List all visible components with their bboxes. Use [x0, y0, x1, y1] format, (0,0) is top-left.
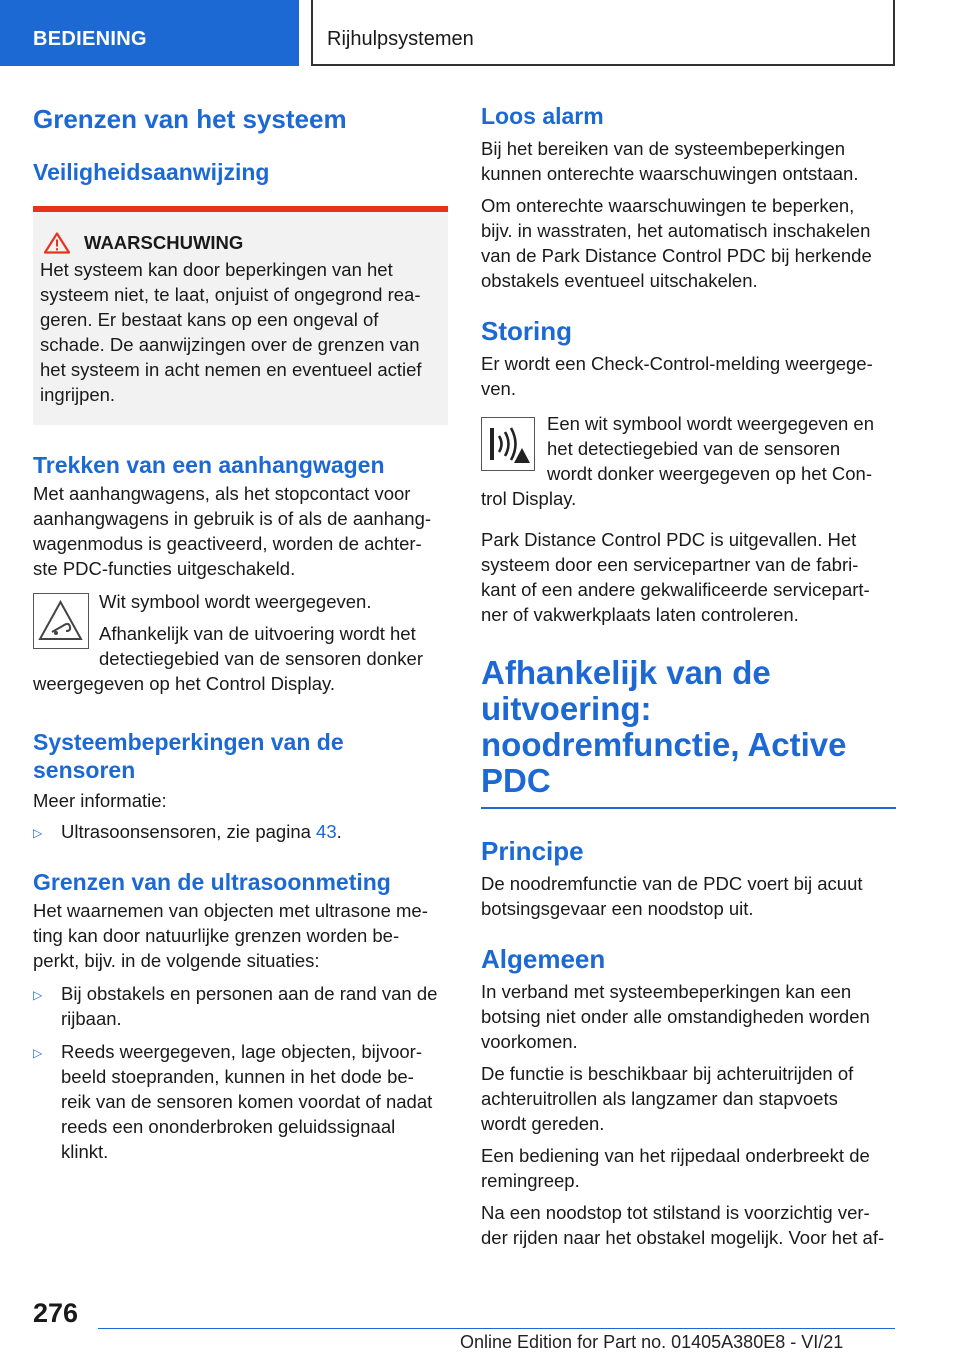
text-line: wagenmodus is geactiveerd, worden de achter-: [33, 533, 422, 554]
text-line: wordt gereden.: [481, 1113, 605, 1134]
heading-line: Systeembeperkingen van de: [33, 729, 344, 755]
text-line: beeld stoepranden, kunnen in het dode be-: [61, 1066, 414, 1087]
edition-note: Online Edition for Part no. 01405A380E8 - VI/21: [460, 1332, 844, 1352]
general-p2: [481, 1061, 896, 1136]
warning-line: geren. Er bestaat kans op een ongeval of: [40, 309, 379, 330]
text-line: In verband met systeembeperkingen kan een: [481, 981, 852, 1002]
text-line: De functie is beschikbaar bij achteruitrijden of: [481, 1063, 854, 1084]
warning-triangle-icon: [44, 232, 70, 254]
text-line: wordt donker weergegeven op het Con-: [547, 463, 872, 484]
malfunction-p1: [481, 351, 896, 401]
bullet-triangle-icon: ▷: [33, 1046, 43, 1060]
text-line: De noodremfunctie van de PDC voert bij acuut: [481, 873, 863, 894]
trailer-symbol: [33, 593, 89, 649]
title-line: PDC: [481, 762, 551, 799]
text-line: Een wit symbool wordt weergegeven en: [547, 413, 875, 434]
warning-text: [40, 257, 440, 407]
pdc-symbol-block: [481, 411, 896, 511]
warning-line: het systeem in acht nemen en eventueel actief: [40, 359, 422, 380]
text-line: aanhangwagens in gebruik is of als de aanhang-: [33, 508, 432, 529]
right-column: [481, 100, 896, 1250]
subsection-title-safety: Veiligheidsaanwijzing: [33, 159, 270, 185]
text-line: kunnen onterechte waarschuwingen ontstaan.: [481, 163, 859, 184]
pdc-symbol-tail: trol Display.: [481, 488, 577, 509]
bullet-text: Ultrasoonsensoren, zie pagina: [61, 821, 317, 842]
text-line: botsing niet onder alle omstandigheden worden: [481, 1006, 870, 1027]
text-line: Het waarnemen van objecten met ultrasone me-: [33, 900, 428, 921]
heading-line: sensoren: [33, 757, 136, 783]
list-item: [33, 1039, 448, 1164]
text-line: Om onterechte waarschuwingen te beperken,: [481, 195, 855, 216]
section-title: Grenzen van het systeem: [33, 104, 347, 134]
text-line: reik van de sensoren komen voordat of nadat: [61, 1091, 433, 1112]
text-line: Een bediening van het rijpedaal onderbreekt de: [481, 1145, 870, 1166]
text-line: ner of vakwerkplaats laten controleren.: [481, 604, 799, 625]
chapter-tab[interactable]: BEDIENING: [0, 0, 299, 66]
title-line: uitvoering:: [481, 690, 652, 727]
page-number: 276: [33, 1298, 79, 1328]
trailer-heading: Trekken van een aanhangwagen: [33, 452, 385, 478]
left-column: [33, 100, 448, 1164]
warning-header: [40, 232, 440, 254]
text-line: der rijden naar het obstakel mogelijk. Voor het af-: [481, 1227, 885, 1248]
title-line: noodremfunctie, Active: [481, 726, 847, 763]
warning-line: ingrijpen.: [40, 384, 116, 405]
text-line: botsingsgevaar een noodstop uit.: [481, 898, 754, 919]
list-item: [33, 819, 448, 846]
text-line: Park Distance Control PDC is uitgevallen. Het: [481, 529, 857, 550]
text-line: ste PDC-functies uitgeschakeld.: [33, 558, 296, 579]
warning-box: [33, 206, 448, 425]
ultrasound-paragraph: [33, 898, 448, 973]
trailer-symbol-block: [33, 589, 448, 696]
false-alarm-heading: Loos alarm: [481, 103, 604, 129]
pdc-symbol: [481, 417, 535, 471]
principle-paragraph: [481, 871, 896, 921]
text-line: klinkt.: [61, 1141, 109, 1162]
text-line: Bij obstakels en personen aan de rand van de: [61, 983, 438, 1004]
malfunction-p2: [481, 527, 896, 627]
title-line: Afhankelijk van de: [481, 654, 771, 691]
text-line: obstakels eventueel uitschakelen.: [481, 270, 758, 291]
warning-line: Het systeem kan door beperkingen van het: [40, 259, 393, 280]
false-alarm-p1: [481, 136, 896, 186]
warning-line: schade. De aanwijzingen over de grenzen van: [40, 334, 420, 355]
malfunction-heading: Storing: [481, 316, 572, 346]
pdc-sensor-fault-icon: [482, 418, 533, 469]
general-p3: [481, 1143, 896, 1193]
principle-heading: Principe: [481, 836, 584, 866]
false-alarm-p2: [481, 193, 896, 293]
text-line: bijv. in wasstraten, het automatisch inschakelen: [481, 220, 871, 241]
text-line: voorkomen.: [481, 1031, 578, 1052]
warning-line: systeem niet, te laat, onjuist of ongegrond rea-: [40, 284, 421, 305]
text-line: ven.: [481, 378, 516, 399]
bullet-triangle-icon: ▷: [33, 826, 43, 840]
chapter-title: [481, 655, 896, 799]
text-line: kant of een andere gekwalificeerde servicepart-: [481, 579, 870, 600]
general-p1: [481, 979, 896, 1054]
text-line: ting kan door natuurlijke grenzen worden be-: [33, 925, 400, 946]
general-p4: [481, 1200, 896, 1250]
text-line: van de Park Distance Control PDC bij herkende: [481, 245, 872, 266]
text-line: reeds een ononderbroken geluidssignaal: [61, 1116, 396, 1137]
footer-divider: [98, 1328, 895, 1329]
text-line: het detectiegebied van de sensoren: [547, 438, 841, 459]
chapter-divider: [481, 807, 896, 809]
general-heading: Algemeen: [481, 944, 606, 974]
text-line: Met aanhangwagens, als het stopcontact voor: [33, 483, 411, 504]
trailer-symbol-text: Wit symbool wordt weergegeven.: [99, 591, 372, 612]
trailer-warning-icon: [34, 594, 87, 647]
text-line: achteruitrollen als langzamer dan stapvoets: [481, 1088, 838, 1109]
text-line: Reeds weergegeven, lage objecten, bijvoor-: [61, 1041, 422, 1062]
text-line: detectiegebied van de sensoren donker: [99, 648, 423, 669]
text-line: Er wordt een Check-Control-melding weergege-: [481, 353, 873, 374]
text-line: Afhankelijk van de uitvoering wordt het: [99, 623, 416, 644]
text-line: Na een noodstop tot stilstand is voorzichtig ver-: [481, 1202, 870, 1223]
page-header: [0, 0, 960, 66]
text-line: systeem door een servicepartner van de fabri-: [481, 554, 859, 575]
trailer-detail-tail: weergegeven op het Control Display.: [33, 673, 335, 694]
warning-heading: WAARSCHUWING: [84, 232, 244, 253]
trailer-paragraph: [33, 481, 448, 581]
page-link[interactable]: 43: [316, 821, 337, 842]
sensor-limits-heading: [33, 728, 448, 784]
list-item: [33, 981, 448, 1031]
sensor-limits-intro: Meer informatie:: [33, 790, 167, 811]
ultrasound-heading: Grenzen van de ultrasoonmeting: [33, 869, 391, 895]
section-tab[interactable]: Rijhulpsystemen: [311, 0, 895, 66]
text-line: remingreep.: [481, 1170, 580, 1191]
text-line: perkt, bijv. in de volgende situaties:: [33, 950, 320, 971]
text-line: rijbaan.: [61, 1008, 122, 1029]
bullet-text-end: .: [336, 821, 342, 842]
bullet-triangle-icon: ▷: [33, 988, 43, 1002]
text-line: Bij het bereiken van de systeembeperkingen: [481, 138, 846, 159]
